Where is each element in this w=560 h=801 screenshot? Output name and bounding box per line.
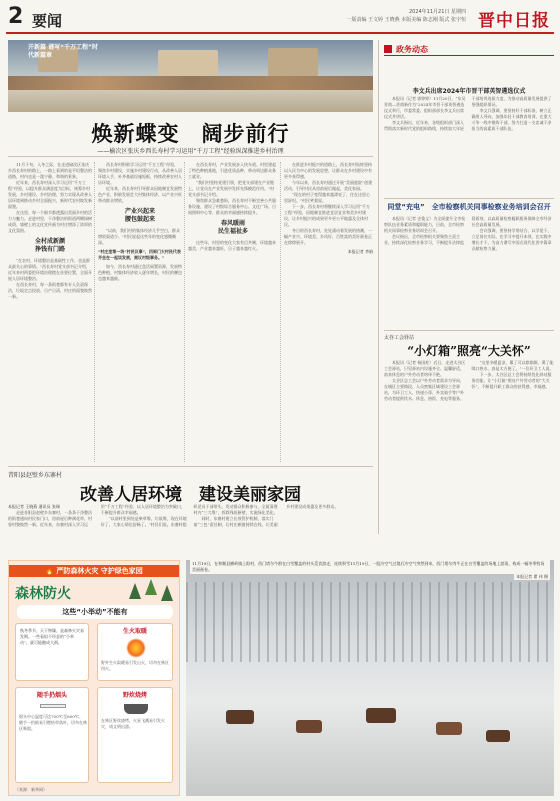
news-3-title: “小灯箱”照亮“大关怀” [407, 344, 531, 358]
cattle [296, 720, 322, 733]
gov-news-title: 政务动态 [396, 45, 428, 54]
fire-box-title-text: 严防森林火灾 守护绿色家园 [56, 567, 143, 575]
issue-date: 2024年11月21日 星期四 [408, 9, 466, 15]
cattle [366, 708, 396, 723]
tip-card-intro-text: 秋冬季节，天干物燥，是森林火灾易发期。一些看似不经意的“小举动”，就可能酿成大祸。 [20, 628, 84, 645]
cigarette-icon [40, 704, 66, 708]
cattle [226, 710, 254, 724]
lead-headline: 焕新蝶变 阔步前行 [91, 121, 290, 146]
masthead [6, 4, 554, 34]
lead-subtitle: ——榆次区张庆乡西长寿村学习运用“千万工程”经验纵深推进乡村治理 [97, 148, 284, 155]
cattle [486, 730, 510, 742]
grill-icon [124, 704, 148, 714]
tip-card-text: 烟头中心温度可达700℃至800℃，随手一扔极易引燃枯草落叶，切勿在林区吸烟。 [19, 714, 87, 731]
page-number: 2 [8, 4, 24, 29]
fire-box-source: （来源：新华网） [15, 787, 47, 792]
tip-card-title: 随手扔烟头 [36, 692, 67, 699]
lead-body-col-2: 西长寿村积极学习运用“千万工程”经验，聚焦乡村建设，实施乡村建设行动，从改善人居环境入手，补齐基础设施短板，持续改善农村人居环境。 近年来，西长寿村引导群众因地制宜发展特色产业，积极发展壮大村集体经济，以产业兴旺带动群众增收。 产业兴起来 腰包鼓起来 “以前，我们村的集体经济几乎空白，群众增收渠道少。”村民说起这些年的变化感慨颇深。 “村庄里第一场“村民议事”，四周门大村民代表齐坐在一起谈发展，商议村级事务。” 如今，西长寿村通过盘活闲置资源，发展特色种植，村集体经济收入逐年增长，村民的腰包也越来越鼓。 [98, 162, 182, 281]
second-story-kicker: 昔阳县赵壁乡东寨村 [8, 472, 63, 479]
tip-card-text: 野外生火取暖易引发山火，切勿在林区用火。 [101, 660, 169, 671]
lead-body-col-4: 在推进乡村振兴的道路上，西长寿村始终坚持以人民为中心的发展思想，让群众在乡村建设中有更多获得感。 今年以来，西长寿村通过开展“美丽庭院”创建活动，引导村民从房前屋后做起，美化家园。 “现在的村子变得越来越漂亮了，住在这里心里舒坦。”村民笑着说。 下一步，西长寿村将继续深入学习运用“千万工程”经验，因地制宜推进宜居宜业和美乡村建设，让乡村振兴的成果更多更公平地惠及全体村民。 冬日的西长寿村，处处涌动着发展的热潮，一幅产业兴、环境美、乡风好、百姓富的美好画卷正在徐徐展开。 本报记者 李娟 [284, 162, 373, 254]
lead-photo [8, 40, 373, 112]
fire-box-question: 这些“小举动”不能有 [17, 605, 173, 619]
fire-box-banner: 森林防火 [15, 586, 71, 602]
campfire-icon [126, 638, 146, 658]
tip-card-intro [15, 623, 89, 681]
tip-card-text: 在林区野炊烧烤，火星飞溅易引发火灾，请文明出游。 [101, 718, 165, 729]
cattle-snow-photo [186, 560, 554, 796]
news-3-kicker: 太谷工会驿站 [384, 335, 415, 341]
section-title: 要闻 [32, 12, 63, 30]
news-1-body: 本报讯（记者 郭婷婷）11月20日，“东吴晋商—晋商新作为”2024年市晋干部英智遴选仪式举行，市委常委、组织部部长李文兵出席仪式并讲话。 李文兵指出，近年来，各级组织部门深入贯彻落实新时代党的组织路线，持续加大年轻干部培养选拔力度，为推动高质量发展提供了坚强组织保证。 李文兵强调，要坚持好干部标准，树立正确用人导向，加强年轻干部教育培训，在重大斗争一线中锻炼干部，努力打造一支忠诚干净担当的高素质干部队伍。 [384, 96, 552, 131]
second-story-byline: 本报记者 王晓燕 通讯员 张瑞 [8, 504, 60, 509]
cattle [436, 722, 462, 735]
tip-card-fire-warming [97, 623, 173, 681]
tip-card-picnic [97, 687, 173, 783]
tip-card-title: 生火取暖 [122, 628, 147, 635]
fire-prevention-box [8, 560, 180, 796]
gov-news-header [384, 44, 554, 56]
fire-box-title [9, 565, 179, 577]
photo-credit: 本报记者 翟 伟 摄 [516, 574, 548, 579]
tree-icon [161, 585, 173, 601]
photo-caption: 11月19日，在和顺县横岭镇上阳村，西门塔尔牛群在白雪覆盖的村头觅食游走，连续积雪11月19日，一股冷空气过境后冷空气突然到来，西门塔尔肉牛正在白雪覆盖的场地上游荡，构成一幅冬季牧场美丽画卷。 [190, 560, 550, 574]
flag-icon [384, 45, 392, 53]
flame-icon: 🔥 [45, 567, 54, 575]
divider [8, 466, 373, 467]
tree-icon [129, 583, 141, 599]
news-1-title: 李文兵出席2024年市晋干部英智遴选仪式 [412, 88, 526, 95]
news-2-body: 本报讯（记者 史俊义）为全面提升全市检察队伍业务素质和履职能力，日前，全市检察机关同事检察业务培训会召开。 会议指出，全市检察机关要聚焦主责主业，持续深化检察业务学习，不断提升法律监督质效，以高质量检察履职服务保障全市经济社会高质量发展。 会议强调，要坚持学用结合、以学促干，立足岗位实际，在学习中提升本领，在实践中增长才干，为奋力谱写中国式现代化晋中篇章贡献检察力量。 [384, 216, 552, 251]
masthead-meta [346, 8, 466, 24]
news-3-body: 本报讯（记者 杨国柱）近日，走进太谷区工会驿站，只见驿站内设施齐全、温馨舒适，前来休息的户外劳动者络绎不绝。 太谷区总工会以户外劳动者需求为导向，在城区主要路段、人员密集区域建设工会驿站，为环卫工人、快递小哥、外卖骑手等户外劳动者提供饮水、休息、热饭、充电等服务。 “这里冬暖夏凉，累了可以歇歇脚，渴了能喝口热水，真是太方便了。”一位环卫工人说。 下一步，太谷区总工会将持续优化驿站服务功能，让“小灯箱”照亮户外劳动者的“大关怀”，不断提升职工群众的获得感、幸福感。 [384, 360, 554, 401]
photo-overlay-slogan: 开新篇 谱写“千万工程”时代新篇章 [28, 44, 98, 59]
lead-subhead-1: 全村成新颜 挣钱有门路 [34, 238, 65, 253]
lead-body-col-3: 在西长寿村，产业发展步入快车道。村里建起了特色种植基地，引进优质品种，带动周边群众务工就业。 “我们村坚持党建引领，把党支部建在产业链上，让党员在产业发展中发挥先锋模范作用。”村党支部书记介绍。 聚焦群众急难愁盼，西长寿村不断完善公共服务设施，建设了村级综合服务中心、文化广场、日间照料中心等，群众的幸福感持续提升。 春风暖雨 民生福祉多 这些年，村里的变化大家有目共睹，环境越来越美，产业越来越旺，日子越来越红火。 [188, 162, 276, 251]
second-story-headline: 改善人居环境 建设美丽家园 [80, 485, 301, 505]
paper-logo: 晋中日报 [478, 11, 550, 31]
lead-subhead-2: 产业兴起来 腰包鼓起来 [124, 208, 155, 223]
lead-subhead-3: 春风暖雨 民生福祉多 [217, 220, 248, 235]
news-2-title: 同堂“充电” 全市检察机关同事检察业务培训会召开 [387, 203, 551, 211]
lead-pull-quote: “村庄里第一场“村民议事”，四周门大村民代表齐坐在一起谈发展，商议村级事务。” [98, 249, 181, 260]
lead-body-col-1: 11月下旬，入冬之际，在走进榆次区张庆乡西长寿村的路上，一路上看到的是平坦整洁的道路，村内也是一派宁静、和谐的景象。 近年来，西长寿村深入学习运用“千万工程”经验，以提升群众满意度为目标，统筹乡村发展、乡村建设、乡村治理，努力实现从改善人居环境到推动乡村全面振兴，新时代农村焕发新面貌。 在这里，每一个细节都透露出美丽乡村的活力与魅力。走进村里，干净整洁的街道两侧绿树成荫，墙壁上的文化宣传画为村庄增添了浓厚的文化氛围。 全村成新颜 挣钱有门路 “在农村，环境整治是基础性工作，也是群众最关心的事情。”西长寿村党支部书记介绍，近年来村两委把环境治理摆在首要位置，全面开展人居环境整治。 在西长寿村，每一条街巷都有专人负责保洁，垃圾定点投放、日产日清，村庄的面貌焕然一新。 [8, 162, 92, 299]
editor-credits: 一版责编 王文婷 王晓燕 本版美编 陈志刚 版式 张宇恒 [346, 17, 466, 23]
tip-card-cigarette [15, 687, 89, 783]
tip-card-title: 野炊烧烤 [122, 692, 147, 699]
second-story-body: 本报记者 王晓燕 通讯员 张瑞 走进昔阳县赵壁乡东寨村，一条条干净整洁的街巷通向村民家门口，房前屋后种满花草，村容村貌焕然一新。近年来，东寨村深入学习运用“千万工程”经验，以人居环境整治为突破口，不断提升群众幸福感。 “以前村里到处是柴草堆、垃圾堆，现在环境好了，大家心情也舒畅了。”村民们说。东寨村组织党员干部带头，发动群众积极参与，全面清理村内“三大堆”，拆除残垣断壁，实施绿化美化。 同时，东寨村建立长效管护机制，落实门前“三包”责任制，让村庄颜值持续在线，让美丽乡村建设成果惠及更多群众。 [8, 504, 339, 527]
lead-byline: 本报记者 李娟 [347, 249, 373, 254]
tree-icon [145, 579, 157, 595]
divider [8, 156, 373, 157]
